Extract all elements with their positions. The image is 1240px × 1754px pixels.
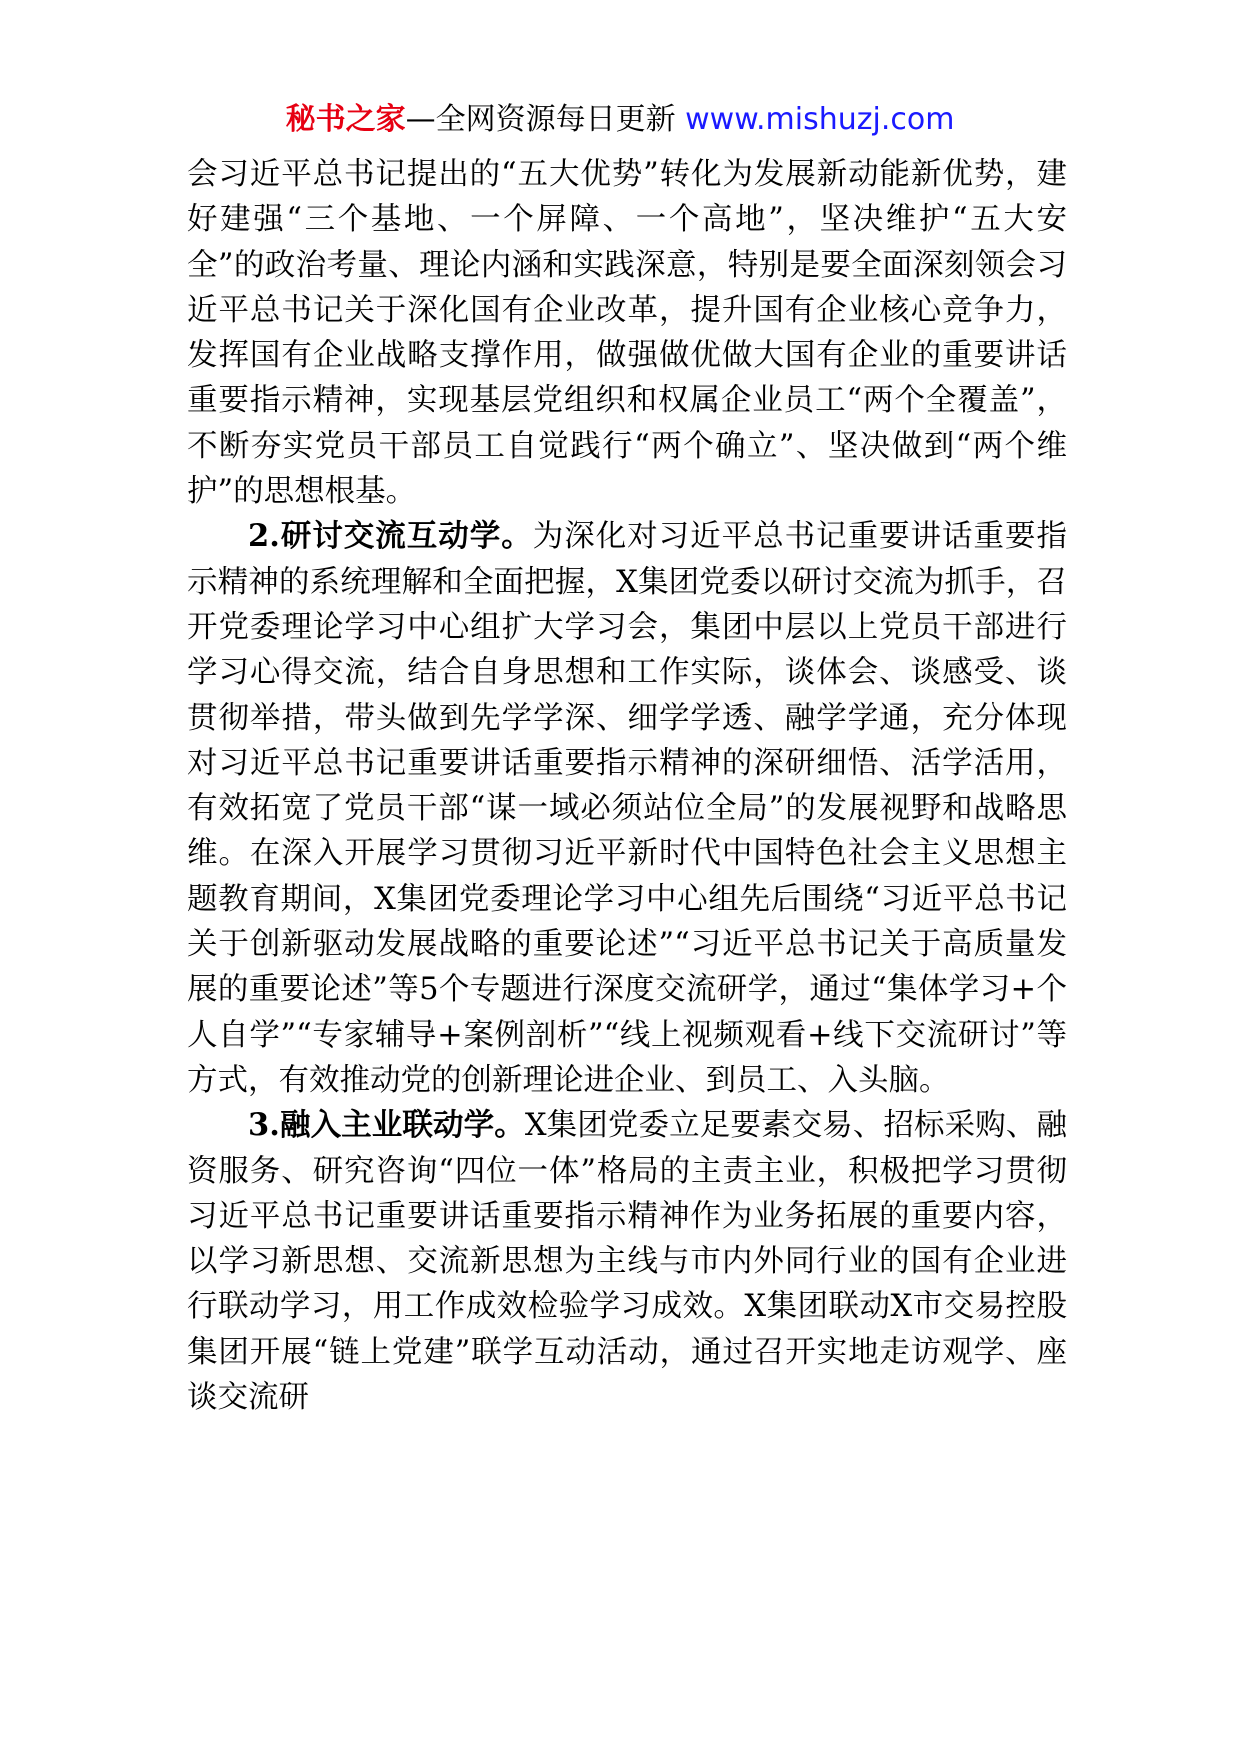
section-2-heading: 2.研讨交流互动学。: [248, 518, 533, 555]
brand-name: 秘书之家: [285, 102, 406, 137]
section-3-text: X集团党委立足要素交易、招标采购、融资服务、研究咨询“四位一体”格局的主责主业，积极把学习贯彻习近平总书记重要讲话重要指示精神作为业务拓展的重要内容，以学习新思想、交流新思想为主线与市内外同行业的国有企业进行联动学习，用工作成效检验学习成效。X集团联动X市交易控股集团开展“链上党建”联学互动活动，通过召开实地走访观学、座谈交流研: [187, 1108, 1067, 1416]
header-slogan: —全网资源每日更新: [405, 102, 686, 137]
page-header: [0, 100, 1240, 140]
paragraph-continuation: 会习近平总书记提出的“五大优势”转化为发展新动能新优势，建好建强“三个基地、一个屏障、一个高地”，坚决维护“五大安全”的政治考量、理论内涵和实践深意，特别是要全面深刻领会习近平总书记关于深化国有企业改革，提升国有企业核心竞争力，发挥国有企业战略支撑作用，做强做优做大国有企业的重要讲话重要指示精神，实现基层党组织和权属企业员工“两个全覆盖”，不断夯实党员干部员工自觉践行“两个确立”、坚决做到“两个维护”的思想根基。: [187, 157, 1067, 510]
website-link[interactable]: www.mishuzj.com: [685, 102, 955, 137]
document-body: [187, 152, 1067, 1420]
paragraph-section-3: [187, 1103, 1067, 1420]
section-2-text: 为深化对习近平总书记重要讲话重要指示精神的系统理解和全面把握，X集团党委以研讨交流为抓手，召开党委理论学习中心组扩大学习会，集团中层以上党员干部进行学习心得交流，结合自身思想和工作实际，谈体会、谈感受、谈贯彻举措，带头做到先学学深、细学学透、融学学通，充分体现对习近平总书记重要讲话重要指示精神的深研细悟、活学活用，有效拓宽了党员干部“谋一域必须站位全局”的发展视野和战略思维。在深入开展学习贯彻习近平新时代中国特色社会主义思想主题教育期间，X集团党委理论学习中心组先后围绕“习近平总书记关于创新驱动发展战略的重要论述”“习近平总书记关于高质量发展的重要论述”等5个专题进行深度交流研学，通过“集体学习+个人自学”“专家辅导+案例剖析”“线上视频观看+线下交流研讨”等方式，有效推动党的创新理论进企业、到员工、入头脑。: [187, 519, 1067, 1098]
section-3-heading: 3.融入主业联动学。: [248, 1107, 525, 1144]
paragraph-section-2: [187, 514, 1067, 1103]
